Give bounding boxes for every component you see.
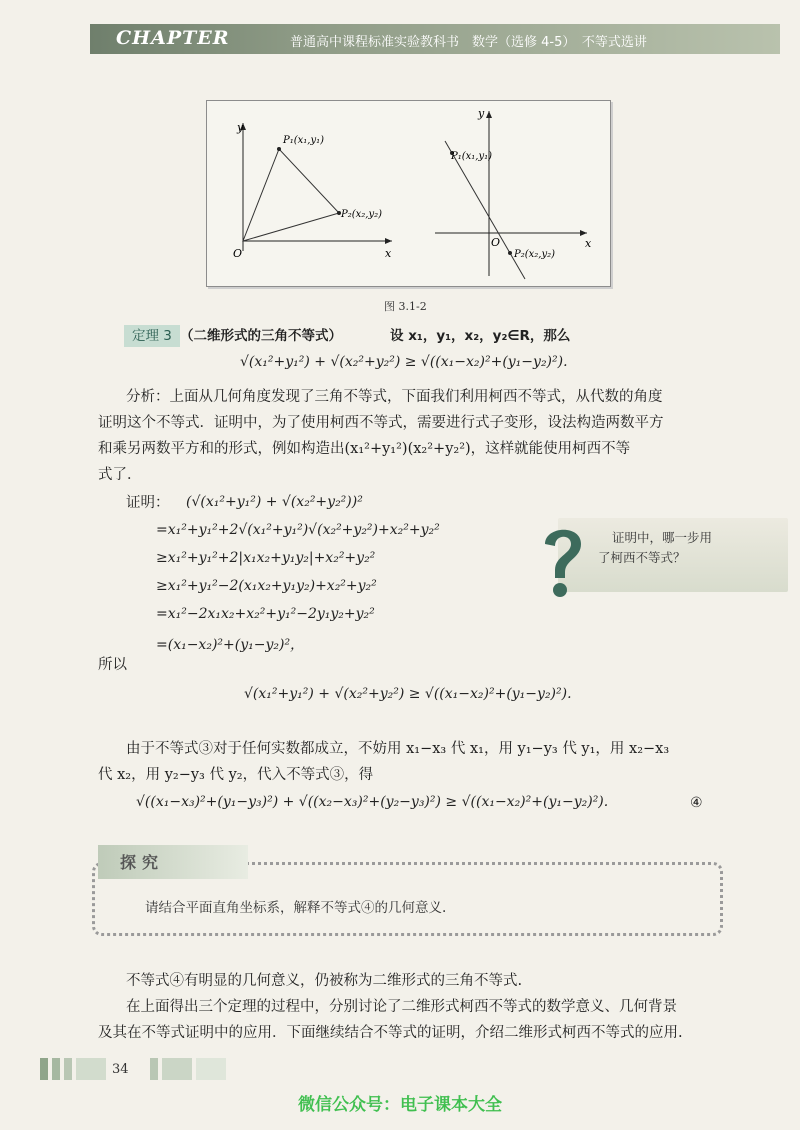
proof-step-0: (√(x₁²+y₁²) + √(x₂²+y₂²))²: [186, 494, 363, 510]
explore-title: 探究: [120, 853, 165, 872]
left-p2-label: P₂(x₂,y₂): [341, 209, 383, 220]
closing-line-3: 及其在不等式证明中的应用．下面继续结合不等式的证明，介绍二维形式柯西不等式的应用.: [98, 1025, 683, 1041]
closing-line-1: 不等式④有明显的几何意义，仍被称为二维形式的三角不等式.: [126, 973, 523, 989]
theorem-name: （二维形式的三角不等式）: [180, 328, 342, 344]
right-origin-label: O: [491, 236, 501, 249]
figure-frame: [206, 100, 611, 287]
analysis-line-4: 式了．: [98, 467, 142, 483]
right-p2-label: P₂(x₂,y₂): [514, 249, 556, 260]
left-x-arrow: [385, 238, 392, 244]
proof-step-5: =(x₁−x₂)²+(y₁−y₂)²，: [156, 637, 305, 653]
proof-step-1: =x₁²+y₁²+2√(x₁²+y₁²)√(x₂²+y₂²)+x₂²+y₂²: [156, 522, 440, 538]
analysis-line-1: 分析：上面从几何角度发现了三角不等式，下面我们利用柯西不等式，从代数的角度: [126, 389, 663, 405]
proof-conclusion: √(x₁²+y₁²) + √(x₂²+y₂²) ≥ √((x₁−x₂)²+(y₁−y₂)²).: [244, 686, 572, 702]
so-label: 所以: [98, 657, 127, 673]
right-x-label: x: [585, 237, 592, 250]
right-y-label: y: [478, 107, 485, 120]
left-p1-label: P₁(x₁,y₁): [283, 135, 325, 146]
analysis-line-2: 证明这个不等式．证明中，为了使用柯西不等式，需要进行式子变形，设法构造两数平方: [98, 415, 664, 431]
left-p1-dot: [277, 147, 281, 151]
substitution-line-2: 代 x₂，用 y₂−y₃ 代 y₂，代入不等式③，得: [98, 767, 374, 783]
substitution-line-1: 由于不等式③对于任何实数都成立，不妨用 x₁−x₃ 代 x₁，用 y₁−y₃ 代 y₁，用 x₂−x₃: [126, 741, 670, 757]
left-origin-label: O: [233, 247, 243, 260]
proof-label: 证明：: [126, 495, 170, 511]
proof-step-3: ≥x₁²+y₁²−2(x₁x₂+y₁y₂)+x₂²+y₂²: [156, 578, 377, 594]
right-p1-label: P₁(x₁,y₁): [451, 151, 493, 162]
substitution-formula: √((x₁−x₃)²+(y₁−y₃)²) + √((x₂−x₃)²+(y₂−y₃)²) ≥ √((x₁−x₂)²+(y₁−y₂)²).: [136, 794, 609, 810]
theorem-tag: 定理 3: [124, 325, 180, 347]
theorem-formula: √(x₁²+y₁²) + √(x₂²+y₂²) ≥ √((x₁−x₂)²+(y₁−y₂)²).: [240, 354, 568, 370]
figure-svg: [207, 101, 610, 286]
formula-number: ④: [690, 795, 703, 811]
proof-step-4: =x₁²−2x₁x₂+x₂²+y₁²−2y₁y₂+y₂²: [156, 606, 375, 622]
sidebar-line-2: 了柯西不等式？: [598, 550, 686, 565]
left-plot: [233, 121, 392, 260]
watermark-text: 微信公众号：电子课本大全: [298, 1095, 502, 1115]
sidebar-line-1: 证明中，哪一步用: [612, 530, 713, 545]
closing-line-2: 在上面得出三个定理的过程中，分别讨论了二维形式柯西不等式的数学意义、几何背景: [126, 999, 677, 1015]
right-p2-dot: [508, 251, 512, 255]
proof-step-2: ≥x₁²+y₁²+2|x₁x₂+y₁y₂|+x₂²+y₂²: [156, 550, 376, 566]
theorem-statement: 设 x₁，y₁，x₂，y₂∈R，那么: [390, 328, 571, 344]
right-x-arrow: [580, 230, 587, 236]
chapter-label: CHAPTER: [116, 27, 230, 49]
figure-caption: 图 3.1-2: [384, 300, 427, 313]
page-number: 34: [112, 1062, 129, 1077]
right-y-arrow: [486, 111, 492, 118]
explore-text: 请结合平面直角坐标系，解释不等式④的几何意义.: [145, 900, 447, 916]
question-mark-icon: [535, 520, 591, 600]
left-triangle: [243, 149, 339, 241]
analysis-line-3: 和乘另两数平方和的形式，例如构造出(x₁²+y₁²)(x₂²+y₂²)，这样就能使用柯西不等: [98, 441, 631, 457]
right-plot: [435, 107, 592, 279]
book-title: 普通高中课程标准实验教科书 数学（选修 4-5） 不等式选讲: [290, 35, 647, 50]
footer-bars: [40, 1058, 230, 1080]
left-x-label: x: [385, 247, 392, 260]
left-y-label: y: [237, 121, 244, 134]
